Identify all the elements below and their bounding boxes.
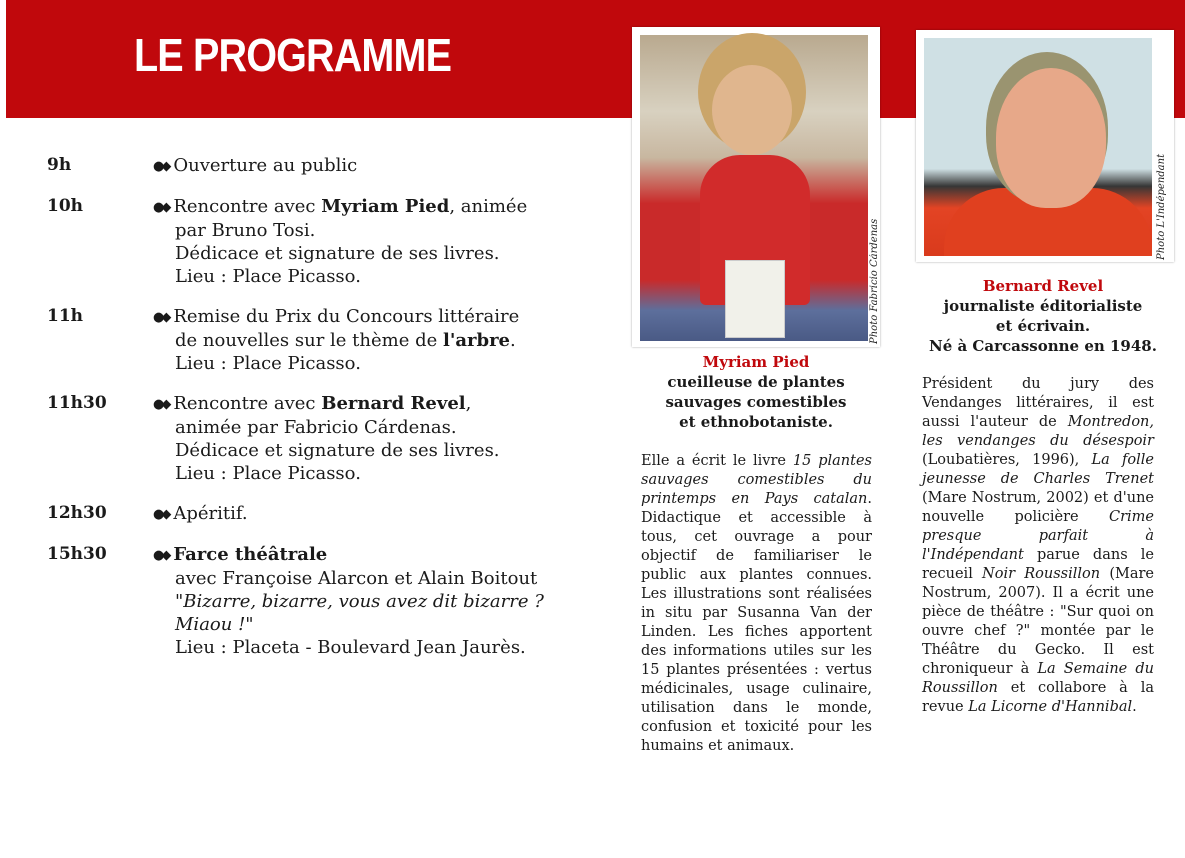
portrait-face (712, 65, 792, 155)
arrow-bullet-icon: ●◆ (153, 507, 169, 522)
book-cover (725, 260, 785, 338)
photo-credit: Photo Fabricio Cárdenas (869, 218, 880, 344)
profile-name: Bernard Revel (982, 277, 1104, 295)
program-time: 11h30 (47, 393, 107, 413)
profile-birth: Né à Carcassonne en 1948. (929, 337, 1157, 355)
photo-bernard-revel (916, 30, 1174, 262)
event-title: Farce théâtrale (173, 544, 328, 565)
profile-name: Myriam Pied (702, 353, 810, 371)
program-row (47, 392, 607, 485)
profile-bio (641, 452, 872, 756)
profile-caption (630, 352, 882, 432)
arrow-bullet-icon: ●◆ (153, 159, 169, 174)
bio-text: parue dans le recueil (922, 547, 1154, 582)
photo-myriam-pied (632, 27, 880, 347)
book-title: 15 plantes sauvages comestibles du printemps en Pays catalan (641, 453, 872, 507)
arrow-bullet-icon: ●◆ (153, 548, 169, 563)
portrait-face (996, 68, 1106, 208)
program-text: Rencontre avec (173, 393, 322, 414)
bio-text: (Mare Nostrum, 2007). Il a écrit une pièce de théâtre : "Sur quoi on ouvre chef ?" montée par le Théâtre du Gecko. Il est chroniqueur à (922, 566, 1154, 677)
program-text: . (510, 330, 516, 351)
publication-title: La Licorne d'Hannibal (968, 699, 1133, 715)
publication-title: La Semaine du Roussillon (922, 661, 1154, 696)
arrow-bullet-icon: ●◆ (153, 310, 169, 325)
program-venue: Lieu : Place Picasso. (175, 353, 361, 374)
program-text: Ouverture au public (173, 155, 358, 176)
program-time: 15h30 (47, 544, 107, 564)
profile-caption (912, 276, 1174, 356)
profile-bio (922, 375, 1154, 717)
book-title: Noir Roussillon (982, 566, 1101, 582)
profile-role: et ethnobotaniste. (679, 413, 833, 431)
photo-credit: Photo L'Indépendant (1156, 153, 1167, 260)
bio-text: . Didactique et accessible à tous, cet ouvrage a pour objectif de familiariser le public aux plantes connues. Les illustrations sont réalisées in situ par Susanna Van der Linden. Les fiches apportent des informations utiles sur les 15 plantes présentées : vertus médicinales, usage culinaire, utilisation dans le monde, confusion et toxicité pour les humains et animaux. (641, 491, 872, 754)
program-text: par Bruno Tosi. (175, 220, 316, 241)
program-time: 12h30 (47, 503, 107, 523)
arrow-bullet-icon: ●◆ (153, 397, 169, 412)
program-time: 9h (47, 155, 72, 175)
bio-text: Elle a écrit le livre (641, 453, 793, 469)
bio-text: et collabore à la revue (922, 680, 1154, 715)
book-title: Montredon, les vendanges du désespoir (922, 414, 1154, 449)
program-row (47, 305, 607, 375)
program-row (47, 154, 607, 178)
theme-name: l'arbre (442, 330, 511, 351)
play-title: Miaou !" (175, 614, 254, 635)
speaker-name: Myriam Pied (321, 196, 450, 217)
program-text: avec Françoise Alarcon et Alain Boitout (175, 568, 538, 589)
book-title: Crime presque parfait à l'Indépendant (922, 509, 1154, 563)
page-title: LE PROGRAMME (134, 29, 452, 81)
program-row (47, 543, 607, 659)
speaker-name: Bernard Revel (321, 393, 466, 414)
bio-text: Président du jury des Vendanges littéraires, il est aussi l'auteur de (922, 376, 1154, 430)
program-text: de nouvelles sur le thème de (175, 330, 443, 351)
profile-role: sauvages comestibles (665, 393, 847, 411)
profile-role: et écrivain. (995, 317, 1091, 335)
program-time: 11h (47, 306, 84, 326)
program-text: Dédicace et signature de ses livres. (175, 440, 500, 461)
program-text: Apéritif. (173, 503, 248, 524)
portrait-image (924, 38, 1152, 256)
program-text: , (465, 393, 472, 414)
book-title: La folle jeunesse de Charles Trenet (922, 452, 1154, 487)
program-venue: Lieu : Placeta - Boulevard Jean Jaurès. (175, 637, 526, 658)
play-title: "Bizarre, bizarre, vous avez dit bizarre ? (175, 591, 544, 612)
program-text: Dédicace et signature de ses livres. (175, 243, 500, 264)
bio-text: . (1132, 699, 1137, 715)
profile-role: journaliste éditorialiste (943, 297, 1143, 315)
program-text: animée par Fabricio Cárdenas. (175, 417, 457, 438)
portrait-image (640, 35, 868, 341)
profile-role: cueilleuse de plantes (667, 373, 845, 391)
bio-text: (Mare Nostrum, 2002) et d'une nouvelle policière (922, 490, 1154, 525)
program-time: 10h (47, 196, 84, 216)
program-venue: Lieu : Place Picasso. (175, 266, 361, 287)
program-row (47, 502, 607, 526)
program-text: , animée (449, 196, 528, 217)
arrow-bullet-icon: ●◆ (153, 200, 169, 215)
program-venue: Lieu : Place Picasso. (175, 463, 361, 484)
program-list (47, 154, 607, 676)
program-text: Remise du Prix du Concours littéraire (173, 306, 520, 327)
bio-text: (Loubatières, 1996), (922, 452, 1092, 468)
program-text: Rencontre avec (173, 196, 322, 217)
program-row (47, 195, 607, 288)
